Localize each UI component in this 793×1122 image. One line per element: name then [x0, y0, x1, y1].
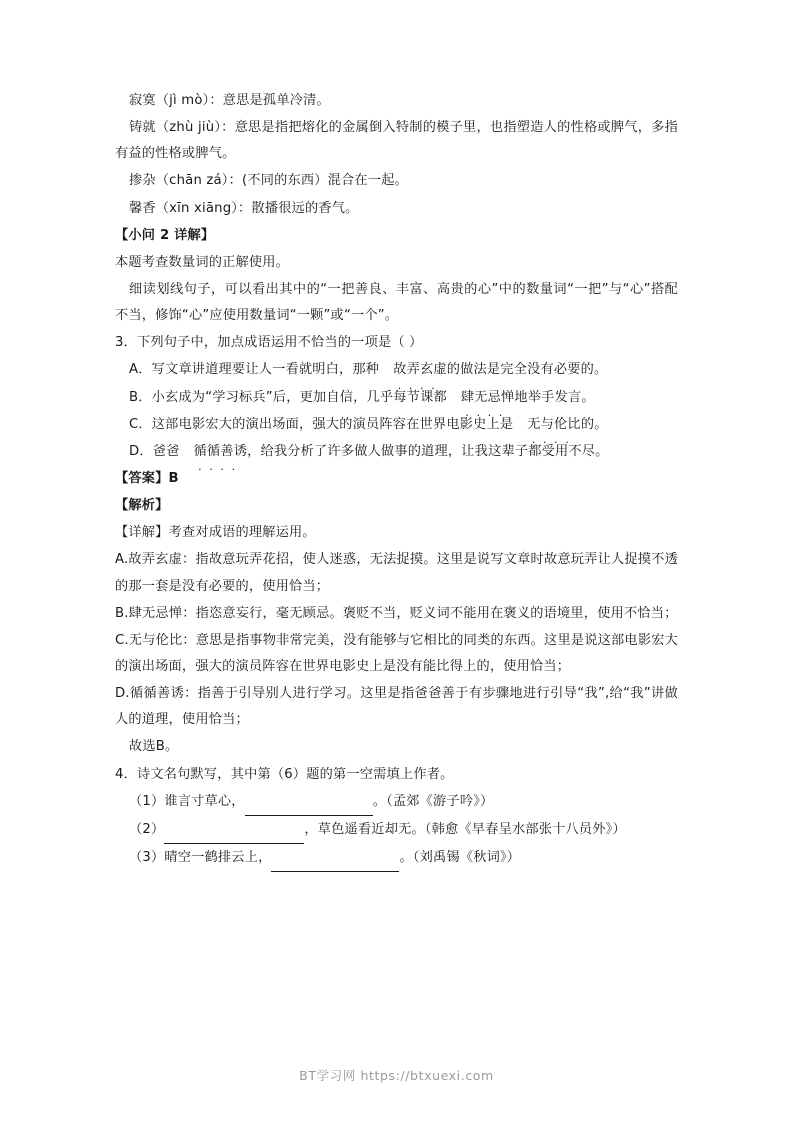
choice-text-b-post: 地举手发言。	[514, 389, 595, 405]
explanation-b: B.肆无忌惮：指恣意妄行，毫无顾忌。褒贬不当，贬义词不能用在褒义的语境里，使用不恰当；	[115, 605, 678, 621]
paragraph-analysis-body: 细读划线句子，可以看出其中的“一把善良、丰富、高贵的心”中的数量词“一把”与“心”搭配不当，修饰“心”应使用数量词“一颗”或“一个”。	[115, 281, 678, 324]
emphasis-idiom-c	[513, 412, 581, 446]
question-3-choice-a	[115, 357, 678, 392]
choice-text-a-pre: 写文章讲道理要让人一看就明白，那种	[151, 362, 380, 378]
paragraph-jimo: 寂寞（jì mò）：意思是孤单冷清。	[129, 93, 330, 108]
explanation-label: 【解析】	[115, 498, 169, 514]
emphasis-dots-b: ․․․․	[465, 405, 510, 419]
fill-in-blank-2[interactable]	[164, 817, 304, 844]
choice-label-b: B．	[129, 389, 152, 405]
idiom-text-a: 故弄玄虚	[393, 362, 447, 378]
paragraph-xinxiang: 馨香（xīn xiāng）：散播很远的香气。	[129, 200, 359, 216]
page-footer-watermark: BT学习网 https://btxuexi.com	[299, 1068, 494, 1083]
emphasis-dots-c: ․․․․	[531, 432, 577, 446]
explanation-a: A.故弄玄虚：指故意玩弄花招，使人迷惑，无法捉摸。这里是说写文章时故意玩弄让人捉摸不透的那一套是没有必要的，使用恰当；	[115, 552, 678, 594]
emphasis-idiom-a	[379, 357, 447, 392]
idiom-text-d: 循循善诱	[193, 443, 248, 459]
question-3-choice-d	[115, 439, 678, 473]
fill-in-number-3: （3）	[129, 849, 165, 865]
choice-text-d-pre: 爸爸	[152, 443, 180, 459]
paragraph-analysis-intro: 本题考查数量词的正解使用。	[115, 254, 290, 270]
choice-text-c-post: 的。	[580, 416, 608, 432]
question-3-stem: 3．下列句子中，加点成语运用不恰当的一项是（ ）	[115, 335, 423, 351]
detail-label: 【详解】考查对成语的理解运用。	[115, 525, 316, 541]
choice-text-a-post: 的做法是完全没有必要的。	[446, 362, 608, 378]
choice-text-d-post: ，给我分析了许多做人做事的道理，让我这辈子都受用不尽。	[247, 443, 609, 459]
fill-in-item-1	[115, 789, 678, 816]
choice-label-a: A．	[129, 362, 152, 378]
fill-in-blank-3[interactable]	[271, 845, 399, 872]
answer-label: 【答案】B	[115, 470, 179, 486]
explanation-c: C.无与伦比：意思是指事物非常完美，没有能够与它相比的同类的东西。这里是说这部电影宏大的演出场面，强大的演员阵容在世界电影史上是没有能比得上的，使用恰当；	[115, 632, 678, 674]
fill-in-blank-1[interactable]	[245, 789, 373, 816]
emphasis-idiom-b	[447, 385, 515, 419]
explanation-d: D.循循善诱：指善于引导别人进行学习。这里是指爸爸善于有步骤地进行引导“我”,给“我”讲做人的道理，使用恰当；	[115, 686, 678, 728]
emphasis-dots-a: ․․․․	[397, 378, 443, 392]
section-heading-sub2: 【小问 2 详解】	[115, 227, 215, 243]
choice-label-d: D．	[129, 443, 153, 459]
choice-text-c-pre: 这部电影宏大的演出场面，强大的演员阵容在世界电影史上是	[151, 416, 514, 432]
idiom-text-c: 无与伦比	[527, 416, 581, 432]
conclusion-line: 故选B。	[129, 739, 179, 755]
choice-label-c: C．	[129, 416, 152, 432]
fill-in-item-2	[115, 817, 678, 844]
fill-in-before-3: 晴空一鹤排云上，	[164, 849, 272, 865]
question-4-stem: 4．诗文名句默写，其中第（6）题的第一空需填上作者。	[115, 766, 454, 782]
fill-in-after-1: 。（孟郊《游子吟》）	[372, 793, 494, 809]
document-body	[115, 88, 678, 872]
paragraph-zhujiu: 铸就（zhù jiù）：意思是指把熔化的金属倒入特制的模子里，也指塑造人的性格或脾气，多指有益的性格或脾气。	[115, 120, 678, 162]
idiom-text-b: 肆无忌惮	[460, 389, 515, 405]
emphasis-dots-d: ․․․․	[197, 459, 243, 473]
fill-in-number-1: （1）	[129, 793, 165, 809]
emphasis-idiom-d	[180, 439, 248, 473]
paragraph-chanza: 掺杂（chān zá）：(不同的东西）混合在一起。	[129, 173, 408, 189]
fill-in-before-1: 谁言寸草心，	[164, 793, 245, 809]
fill-in-after-2: ，草色遥看近却无。（韩愈《早春呈水部张十八员外》）	[304, 821, 626, 837]
fill-in-after-3: 。（刘禹锡《秋词》）	[399, 849, 521, 865]
choice-text-b-pre: 小玄成为“学习标兵”后，更加自信，几乎每节课都	[151, 389, 447, 405]
fill-in-number-2: （2）	[129, 821, 165, 837]
fill-in-item-3	[115, 845, 678, 872]
question-3-choice-c	[115, 412, 678, 446]
